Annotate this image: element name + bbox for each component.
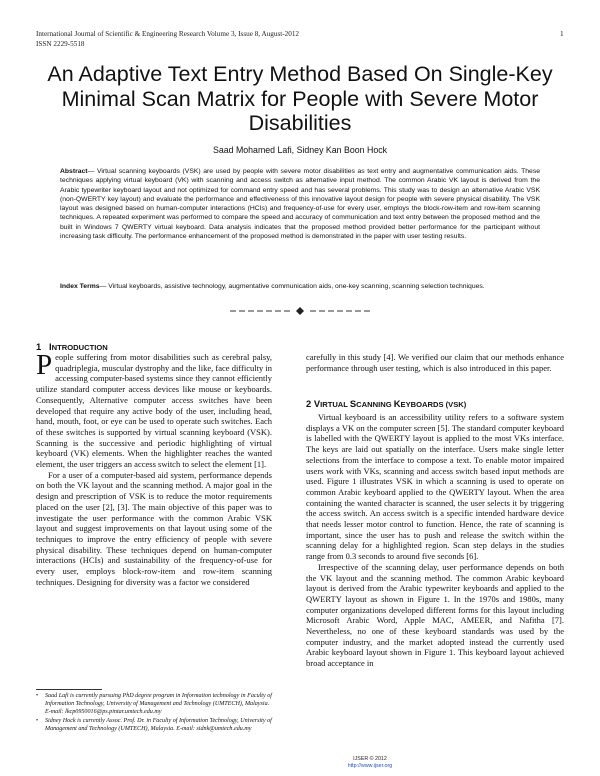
page-number: 1 [560, 30, 564, 38]
vsk-paragraph-1: Virtual keyboard is an accessibility utility refers to a software system displays a VK on the computer screen [5]. The standard computer keyboard is labelled with the QWERTY layout is applied to the most VKs interface. The keys are laid out spatially on the interface. Users make single letter selections from the interface to compose a text. To enable motor impaired users work with VKs, scanning and access switch based input methods are used. Figure 1 illustrates VSK in which a scanning is used to operate on common Arabic keyboard applied to the QWERTY layout. When the area containing the wanted character is scanned, the user selects it by triggering the access switch. An access switch is a specific intended hardware device that needs lesser motor control to function. Hence, the rate of scanning is important, since the user has to push and release the switch within the scanning delay for a highlighted region. Scan step delays in the studies range from 0.3 seconds to around five seconds [6]. [306, 412, 564, 562]
intro-paragraph-continued: carefully in this study [4]. We verified our claim that our methods enhance performance through user testing, which is also introduced in this paper. [306, 352, 564, 373]
author-list: Saad Mohamed Lafi, Sidney Kan Boon Hock [212, 145, 388, 155]
index-terms-label: Index Terms [60, 283, 100, 290]
section-1-heading: 1 INTRODUCTION [36, 341, 108, 352]
section-divider [228, 305, 372, 317]
drop-cap: P [36, 349, 53, 381]
section-2-heading: 2 VIRTUAL SCANNING KEYBOARDS (VSK) [306, 398, 467, 409]
abstract [60, 167, 540, 241]
right-column-body [306, 412, 564, 669]
journal-citation: International Journal of Scientific & Engineering Research Volume 3, Issue 8, August-2012 [36, 30, 300, 38]
right-column-top [306, 352, 564, 373]
footnote-author-2: • Sidney Hock is currently Assoc. Prof. Dr. in Faculty of Information Technology, University of Management and Technology (UMTECH), Malaysia. E-mail: sidnk@umtech.edu.my [36, 717, 272, 732]
footnotes [36, 692, 272, 733]
abstract-text: — Virtual scanning keyboards (VSK) are used by people with severe motor disabilities as text entry and augmentative communication aids. These techniques applying virtual keyboard (VK) with scanning and access switch as alternative input method. The common Arabic VK layout is derived from the Arabic typewriter keyboard layout and not optimized for command entry speed and has several problems. This study was to design an alternative Arabic VSK (non-QWERTY key layout) and evaluate the performance and effectiveness of this innovative layout design for people with severe physical disability. The VSK layout was designed based on human-computer interactions (HCIs) and frequency-of-use for every user, employs the block-row-item and row-item scanning techniques. A repeated experiment was performed to compare the speed and accuracy of communication and text entry between the proposed method and the built in Windows 7 QWERTY virtual keyboard. Data analysis indicates that the proposed method provided better performance for the participant without increasing task difficulty. The performance enhancement of the proposed method is demonstrated in the paper with user testing results. [60, 168, 540, 241]
paper-title: An Adaptive Text Entry Method Based On Single-Key Minimal Scan Matrix for People with Severe Motor Disabilities [47, 62, 553, 135]
issn: ISSN 2229-5518 [36, 39, 85, 48]
index-terms [60, 282, 540, 291]
running-header [36, 30, 299, 49]
abstract-label: Abstract [60, 168, 88, 175]
vsk-paragraph-2: Irrespective of the scanning delay, user performance depends on both the VK layout and the scanning method. The common Arabic keyboard layout is derived from the Arabic typewriter keyboards and applied to the QWERTY layout as shown in Figure 1. In the 1970s and 1980s, many computer organizations developed different forms for this layout including Microsoft Arabic Word, Apple MAC, AMEER, and Nafitha [7]. Nevertheless, no one of these keyboard standards was used by the computer industry, and the market adopted instead the currently used Arabic keyboard layout shown in Figure 1. This keyboard layout achieved broad acceptance in [306, 561, 564, 669]
page-footer [280, 756, 460, 770]
footnote-rule [36, 689, 102, 690]
intro-paragraph-1: People suffering from motor disabilities such as cerebral palsy, quadriplegia, muscular dystrophy and the like, face difficulty in accessing computer-based systems since they cannot efficiently utilize standard computer access devices like mouse or keyboards. Consequently, Alternative computer access switches have been developed that require any active body of the user, including head, hand, mouth, foot, or eye can be used to operate such switches. Each of these switches is supported by virtual scanning keyboard (VSK). Scanning is the successive and periodic highlighting of virtual keyboard (VK) elements. When the highlighter reaches the wanted element, the user triggers an access switch to select the element [1]. [36, 349, 272, 470]
footnote-author-1: • Saad Lafi is currently pursuing PhD degree program in Information technology in Faculty of Information Technology, University of Management and Technology (UMTECH), Malaysia. E-mail: lkcp0950016@ps.pintar.umtech.edu.my [36, 693, 272, 716]
intro-paragraph-2: For a user of a computer-based aid system, performance depends on both the VK layout and the scanning method. A major goal in the design and prescription of VSK is to reduce the motor requirements placed on the user [2], [3]. The main objective of this paper was to investigate the user performance with the common Arabic VSK layout and suggest improvements on that layout using some of the techniques to improve the entry efficiency of people with severe physical disability. These techniques depend on human-computer interactions (HCIs) and sustainability of the frequency-of-use for every user, employs block-row-item and row-item scanning techniques. Designing for diversity was a factor we considered [36, 469, 272, 587]
footer-copyright: IJSER © 2012 [353, 756, 387, 762]
index-terms-text: — Virtual keyboards, assistive technology, augmentative communication aids, one-key scanning, scanning selection techniques. [99, 283, 485, 290]
diamond-ornament-icon [296, 307, 304, 315]
left-column-body [36, 349, 272, 587]
footer-url-link[interactable]: http://www.ijser.org [347, 763, 393, 769]
